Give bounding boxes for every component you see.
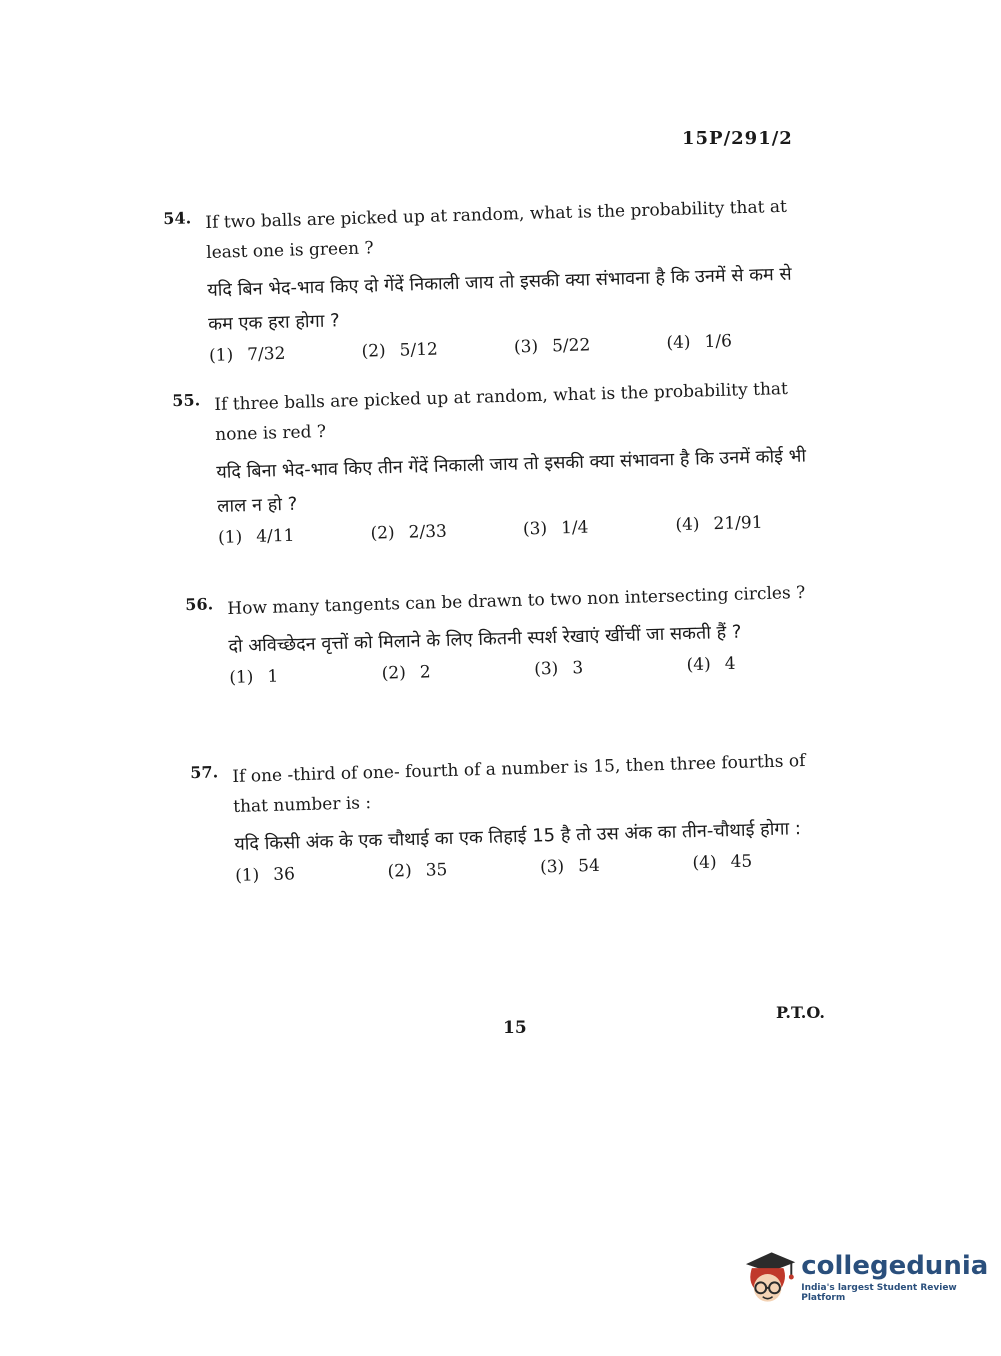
student-mascot-icon [742,1248,797,1306]
option-number: (1) [208,345,234,366]
option-text: 2/33 [408,521,448,543]
question-57 [190,745,845,886]
logo-name: collegedunia [801,1251,989,1281]
option-text: 1/4 [560,517,589,539]
option-text: 4 [724,653,736,675]
question-54 [163,191,819,366]
option-2 [361,337,514,361]
option-number: (1) [229,667,254,688]
option-text: 36 [272,864,296,885]
option-1 [209,342,362,366]
logo-tagline: India's largest Student Review Platform [801,1283,957,1303]
question-number: 54. [163,208,192,229]
pto-label: P.T.O. [776,1003,825,1022]
question-hindi: दो अविच्छेदन वृत्तों को मिलाने के लिए कितनी स्पर्श रेखाएं खींचीं जा सकती हैं ? [228,621,742,657]
option-1 [235,862,388,886]
option-text: 54 [577,855,601,877]
option-3 [523,515,676,539]
option-number: (3) [533,658,559,680]
question-english: If three balls are picked up at random, what is the probability that none is red ? [214,378,789,445]
option-text: 4/11 [255,525,295,547]
option-text: 2 [419,662,431,683]
option-3 [514,333,667,357]
option-number: (4) [666,332,691,354]
option-number: (1) [217,527,243,548]
option-number: (4) [675,514,700,536]
option-4 [686,651,839,675]
question-number: 56. [185,594,214,615]
option-number: (3) [513,336,539,358]
option-number: (2) [381,663,407,684]
option-number: (4) [692,852,717,874]
option-1 [229,664,382,688]
question-english: If two balls are picked up at random, what is the probability that at least one is green ? [205,196,788,263]
option-text: 3 [572,658,584,679]
question-hindi: यदि किसी अंक के एक चौथाई का एक तिहाई 15 है तो उस अंक का तीन-चौथाई होगा : [234,818,802,855]
logo-text [801,1251,1001,1303]
question-hindi: यदि बिना भेद-भाव किए तीन गेंदें निकाली जाय तो इसकी क्या संभावना है कि उनमें कोई भी लाल न हो ? [216,445,807,517]
option-number: (3) [522,518,548,540]
option-number: (2) [361,341,386,362]
question-55 [172,373,828,548]
option-number: (3) [539,856,565,878]
option-text: 7/32 [246,343,286,365]
option-text: 21/91 [713,512,763,535]
option-text: 45 [730,851,753,873]
option-text: 1/6 [704,331,733,353]
option-2 [370,519,523,543]
option-text: 5/12 [399,339,439,361]
option-3 [534,655,687,679]
page-number: 15 [503,1018,527,1038]
option-3 [540,853,693,877]
question-number: 55. [172,390,201,411]
question-number: 57. [190,762,219,783]
option-text: 5/22 [551,335,591,357]
option-2 [387,857,540,881]
option-number: (1) [234,865,260,886]
option-text: 1 [267,666,279,687]
question-56 [185,577,839,688]
option-number: (2) [370,523,395,544]
question-english: If one -third of one- fourth of a number is 15, then three fourths of that number is : [232,750,806,817]
option-1 [218,524,371,548]
option-2 [382,659,535,683]
paper-code: 15P/291/2 [682,128,793,149]
collegedunia-logo [742,1248,1001,1306]
option-number: (4) [686,654,712,676]
option-4 [666,329,819,353]
option-text: 35 [425,860,448,881]
option-4 [692,849,845,873]
question-english: How many tangents can be drawn to two non intersecting circles ? [227,582,806,619]
option-number: (2) [387,861,412,882]
option-4 [675,511,828,535]
question-hindi: यदि बिन भेद-भाव किए दो गेंदें निकाली जाय तो इसकी क्या संभावना है कि उनमें से कम से कम एक हरा होगा ? [207,263,792,335]
